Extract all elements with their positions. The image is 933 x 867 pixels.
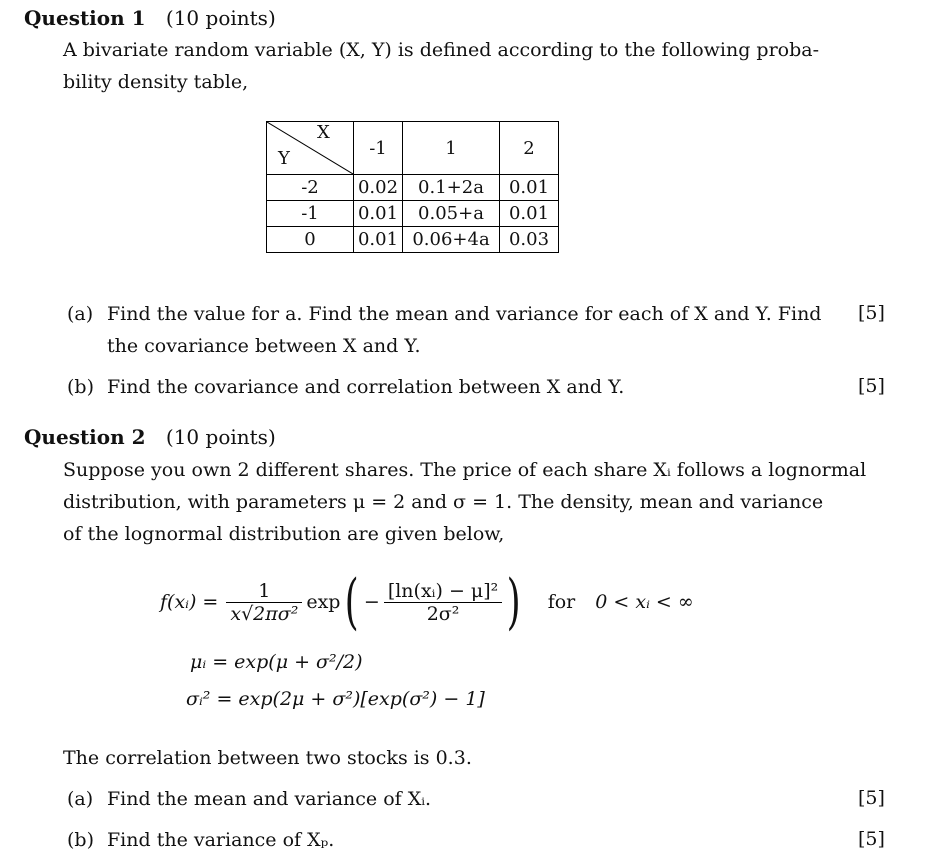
right-paren: ): [506, 567, 522, 637]
q2-heading: [24, 425, 276, 449]
q1-part-b-text: Find the covariance and correlation between X and Y.: [107, 376, 625, 398]
left-paren: (: [345, 567, 360, 637]
y-value-cell: -1: [267, 201, 354, 227]
q1-heading: [24, 6, 276, 30]
q2-points: (10 points): [165, 425, 276, 449]
table-cell: 0.06+4a: [403, 227, 500, 253]
q1-part-a-label: (a): [67, 303, 94, 325]
table-cell: 0.01: [354, 227, 403, 253]
q1-part-a-mark: [5]: [858, 302, 885, 324]
q1-intro-line1: A bivariate random variable (X, Y) is defined according to the following proba-: [63, 39, 820, 61]
variance-equation: σᵢ² = exp(2μ + σ²)[exp(σ²) − 1]: [186, 688, 485, 710]
inner-fraction: [384, 580, 502, 625]
x-axis-header: X: [317, 122, 330, 143]
q1-points: (10 points): [165, 6, 276, 30]
table-cell: 0.01: [500, 175, 559, 201]
y-axis-header: Y: [278, 148, 290, 169]
table-row: [267, 227, 559, 253]
q2-part-a-label: (a): [67, 788, 94, 810]
q2-para-line1: Suppose you own 2 different shares. The price of each share Xᵢ follows a lognormal: [63, 459, 867, 481]
equation-lhs: f(xᵢ) =: [160, 591, 219, 613]
q1-part-a-line1: Find the value for a. Find the mean and variance for each of X and Y. Find: [107, 303, 822, 325]
table-row: [267, 201, 559, 227]
density-equation: [160, 567, 694, 637]
x-value-header: -1: [354, 122, 403, 175]
q2-title: Question 2: [24, 425, 146, 449]
q1-part-a-line2: the covariance between X and Y.: [107, 335, 421, 357]
for-word: for: [547, 591, 576, 613]
table-cell: 0.1+2a: [403, 175, 500, 201]
table-corner-cell: [267, 122, 354, 175]
q2-part-a-mark: [5]: [858, 787, 885, 809]
table-row: [267, 175, 559, 201]
table-cell: 0.03: [500, 227, 559, 253]
q2-para-line2: distribution, with parameters μ = 2 and σ = 1. The density, mean and variance: [63, 491, 824, 513]
x-value-header: 1: [403, 122, 500, 175]
q1-part-b-mark: [5]: [858, 375, 885, 397]
x-value-header: 2: [500, 122, 559, 175]
q2-part-b-mark: [5]: [858, 828, 885, 850]
q2-correlation-text: The correlation between two stocks is 0.3.: [63, 747, 472, 769]
table-cell: 0.01: [354, 201, 403, 227]
minus-sign: −: [363, 591, 380, 613]
q2-part-b-text: Find the variance of Xₚ.: [107, 829, 335, 851]
inner-denominator: 2σ²: [426, 602, 460, 625]
inner-numerator: [ln(xᵢ) − μ]²: [384, 580, 502, 603]
equation-fraction: [226, 580, 302, 625]
q1-intro-line2: bility density table,: [63, 71, 249, 93]
y-value-cell: -2: [267, 175, 354, 201]
table-cell: 0.02: [354, 175, 403, 201]
q1-title: Question 1: [24, 6, 146, 30]
q1-part-b-label: (b): [67, 376, 94, 398]
fraction-denominator: x√2πσ²: [230, 602, 299, 625]
q2-para-line3: of the lognormal distribution are given below,: [63, 523, 505, 545]
domain-range: 0 < xᵢ < ∞: [595, 591, 694, 613]
fraction-numerator: 1: [226, 580, 302, 603]
mean-equation: μᵢ = exp(μ + σ²/2): [190, 651, 363, 673]
q2-part-b-label: (b): [67, 829, 94, 851]
table-cell: 0.01: [500, 201, 559, 227]
probability-density-table: [266, 121, 559, 253]
table-cell: 0.05+a: [403, 201, 500, 227]
q2-part-a-text: Find the mean and variance of Xᵢ.: [107, 788, 432, 810]
y-value-cell: 0: [267, 227, 354, 253]
exp-function: exp: [306, 591, 341, 613]
